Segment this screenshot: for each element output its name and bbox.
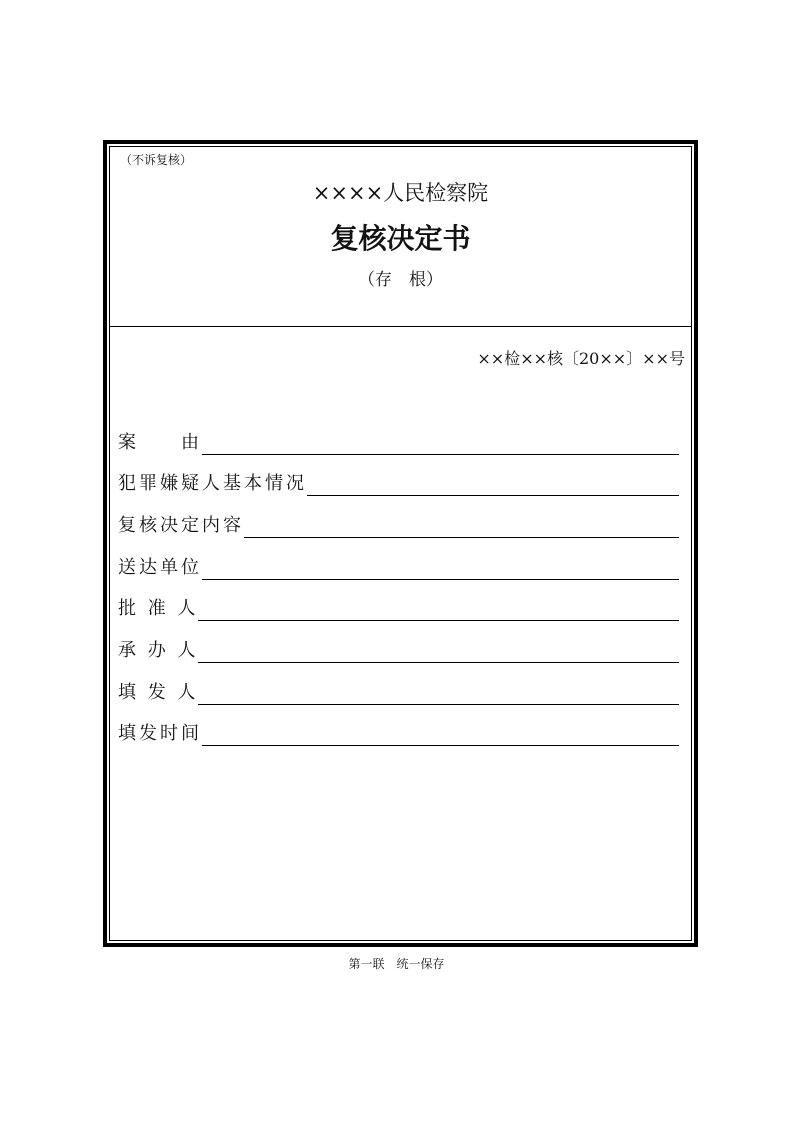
field-delivery-unit [118, 552, 679, 580]
field-label: 批 准 人 [118, 598, 199, 619]
form-inner-border [109, 146, 692, 941]
field-label: 承 办 人 [118, 640, 199, 661]
field-input[interactable] [202, 557, 679, 580]
type-note: （不诉复核） [120, 153, 193, 167]
field-issuer [118, 677, 679, 705]
field-label: 犯罪嫌疑人基本情况 [118, 473, 307, 494]
field-input[interactable] [202, 723, 679, 746]
field-input[interactable] [198, 598, 679, 621]
field-suspect-info [118, 468, 679, 496]
document-number: ××检××核〔20××〕××号 [477, 349, 685, 368]
field-input[interactable] [307, 473, 679, 496]
footer-note: 第一联 统一保存 [348, 957, 445, 971]
field-issue-time [118, 718, 679, 746]
field-label: 送达单位 [118, 557, 202, 578]
field-input[interactable] [244, 515, 679, 538]
field-label: 填发时间 [118, 723, 202, 744]
field-label: 案 由 [118, 432, 202, 453]
header-divider [110, 326, 691, 327]
field-handler [118, 635, 679, 663]
field-input[interactable] [198, 640, 679, 663]
field-case-reason [118, 427, 679, 455]
field-input[interactable] [202, 432, 679, 455]
field-decision-content [118, 510, 679, 538]
stub-label: （存 根） [358, 270, 443, 290]
field-label: 复核决定内容 [118, 515, 244, 536]
document-title: 复核决定书 [330, 222, 471, 255]
form-border [103, 140, 698, 947]
field-label: 填 发 人 [118, 682, 199, 703]
court-name: ××××人民检察院 [312, 181, 489, 205]
field-approver [118, 593, 679, 621]
field-input[interactable] [198, 682, 679, 705]
